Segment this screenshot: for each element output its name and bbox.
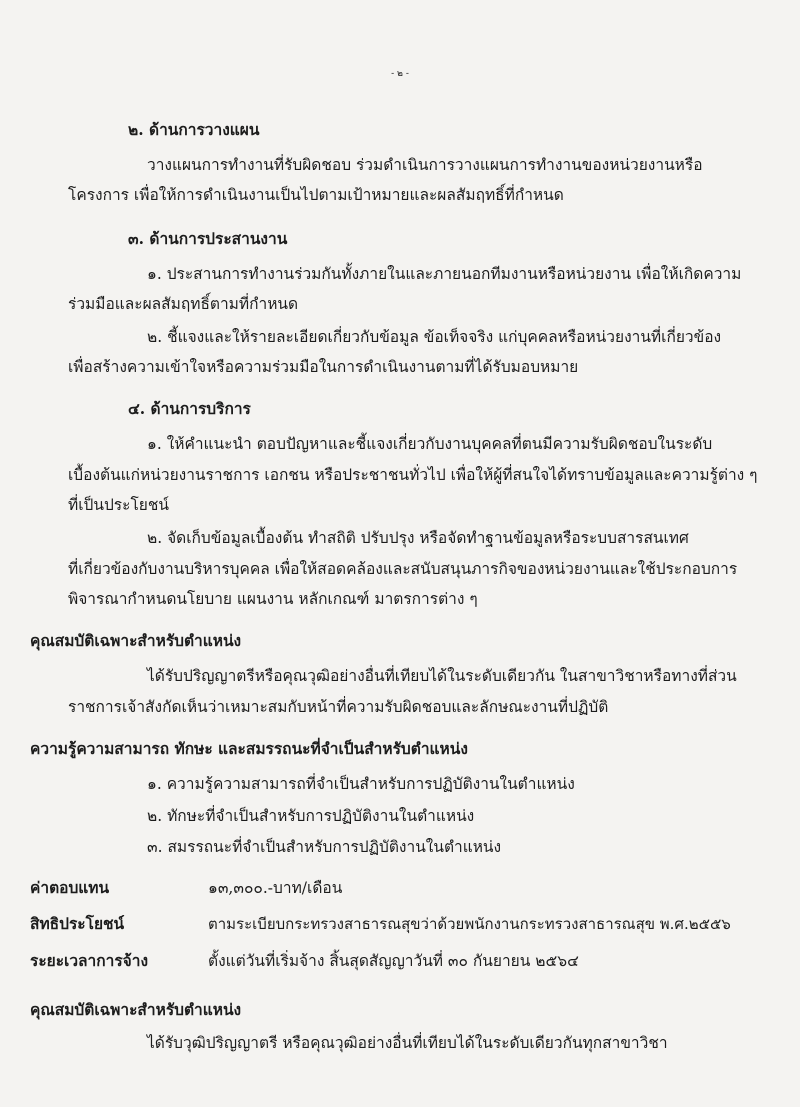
page-number: - ๒ -	[391, 69, 409, 79]
planning-line-1: วางแผนการทำงานที่รับผิดชอบ ร่วมดำเนินการวางแผนการทำงานของหน่วยงานหรือ	[147, 156, 703, 174]
coordination-heading: ๓. ด้านการประสานงาน	[128, 229, 288, 248]
employment-period-value: ตั้งแต่วันที่เริ่มจ้าง สิ้นสุดสัญญาวันที่ ๓๐ กันยายน ๒๕๖๔	[208, 952, 579, 970]
service-line-3: ที่เป็นประโยชน์	[68, 496, 169, 514]
service-line-2: เบื้องต้นแก่หน่วยงานราชการ เอกชน หรือประชาชนทั่วไป เพื่อให้ผู้ที่สนใจได้ทราบข้อมูลและความรู้ต่าง ๆ	[68, 466, 758, 484]
compensation-value: ๑๓,๓๐๐.-บาท/เดือน	[208, 879, 343, 897]
service-line-6: พิจารณากำหนดนโยบาย แผนงาน หลักเกณฑ์ มาตรการต่าง ๆ	[68, 590, 478, 608]
competency-item-3: ๓. สมรรถนะที่จำเป็นสำหรับการปฏิบัติงานในตำแหน่ง	[147, 838, 502, 856]
coordination-line-3: ๒. ชี้แจงและให้รายละเอียดเกี่ยวกับข้อมูล ข้อเท็จจริง แก่บุคคลหรือหน่วยงานที่เกี่ยวข้อง	[147, 328, 722, 346]
qualifications-2-heading: คุณสมบัติเฉพาะสำหรับตำแหน่ง	[30, 1000, 242, 1019]
qualifications-heading: คุณสมบัติเฉพาะสำหรับตำแหน่ง	[30, 631, 242, 650]
planning-line-2: โครงการ เพื่อให้การดำเนินงานเป็นไปตามเป้าหมายและผลสัมฤทธิ์ที่กำหนด	[68, 186, 564, 204]
planning-heading: ๒. ด้านการวางแผน	[128, 120, 260, 139]
qualifications-2-line: ได้รับวุฒิปริญญาตรี หรือคุณวุฒิอย่างอื่นที่เทียบได้ในระดับเดียวกันทุกสาขาวิชา	[147, 1034, 668, 1052]
service-line-5: ที่เกี่ยวข้องกับงานบริหารบุคคล เพื่อให้สอดคล้องและสนับสนุนภารกิจของหน่วยงานและใช้ประกอบการ	[68, 560, 738, 578]
benefits-value: ตามระเบียบกระทรวงสาธารณสุขว่าด้วยพนักงานกระทรวงสาธารณสุข พ.ศ.๒๕๕๖	[208, 915, 731, 933]
service-line-4: ๒. จัดเก็บข้อมูลเบื้องต้น ทำสถิติ ปรับปรุง หรือจัดทำฐานข้อมูลหรือระบบสารสนเทศ	[147, 529, 689, 547]
benefits-label: สิทธิประโยชน์	[30, 914, 125, 933]
service-line-1: ๑. ให้คำแนะนำ ตอบปัญหาและชี้แจงเกี่ยวกับงานบุคคลที่ตนมีความรับผิดชอบในระดับ	[147, 435, 713, 453]
compensation-label: ค่าตอบแทน	[30, 878, 110, 897]
coordination-line-2: ร่วมมือและผลสัมฤทธิ์ตามที่กำหนด	[68, 295, 299, 313]
qualifications-line-2: ราชการเจ้าสังกัดเห็นว่าเหมาะสมกับหน้าที่ความรับผิดชอบและลักษณะงานที่ปฏิบัติ	[68, 698, 609, 716]
coordination-line-1: ๑. ประสานการทำงานร่วมกันทั้งภายในและภายนอกทีมงานหรือหน่วยงาน เพื่อให้เกิดความ	[147, 265, 742, 283]
coordination-line-4: เพื่อสร้างความเข้าใจหรือความร่วมมือในการดำเนินงานตามที่ได้รับมอบหมาย	[68, 358, 579, 376]
qualifications-line-1: ได้รับปริญญาตรีหรือคุณวุฒิอย่างอื่นที่เทียบได้ในระดับเดียวกัน ในสาขาวิชาหรือทางที่ส่วน	[147, 667, 737, 685]
service-heading: ๔. ด้านการบริการ	[128, 399, 251, 418]
competency-item-1: ๑. ความรู้ความสามารถที่จำเป็นสำหรับการปฏิบัติงานในตำแหน่ง	[147, 775, 575, 793]
competency-item-2: ๒. ทักษะที่จำเป็นสำหรับการปฏิบัติงานในตำแหน่ง	[147, 807, 475, 825]
employment-period-label: ระยะเวลาการจ้าง	[30, 951, 149, 970]
competencies-heading: ความรู้ความสามารถ ทักษะ และสมรรถนะที่จำเป็นสำหรับตำแหน่ง	[30, 739, 468, 758]
